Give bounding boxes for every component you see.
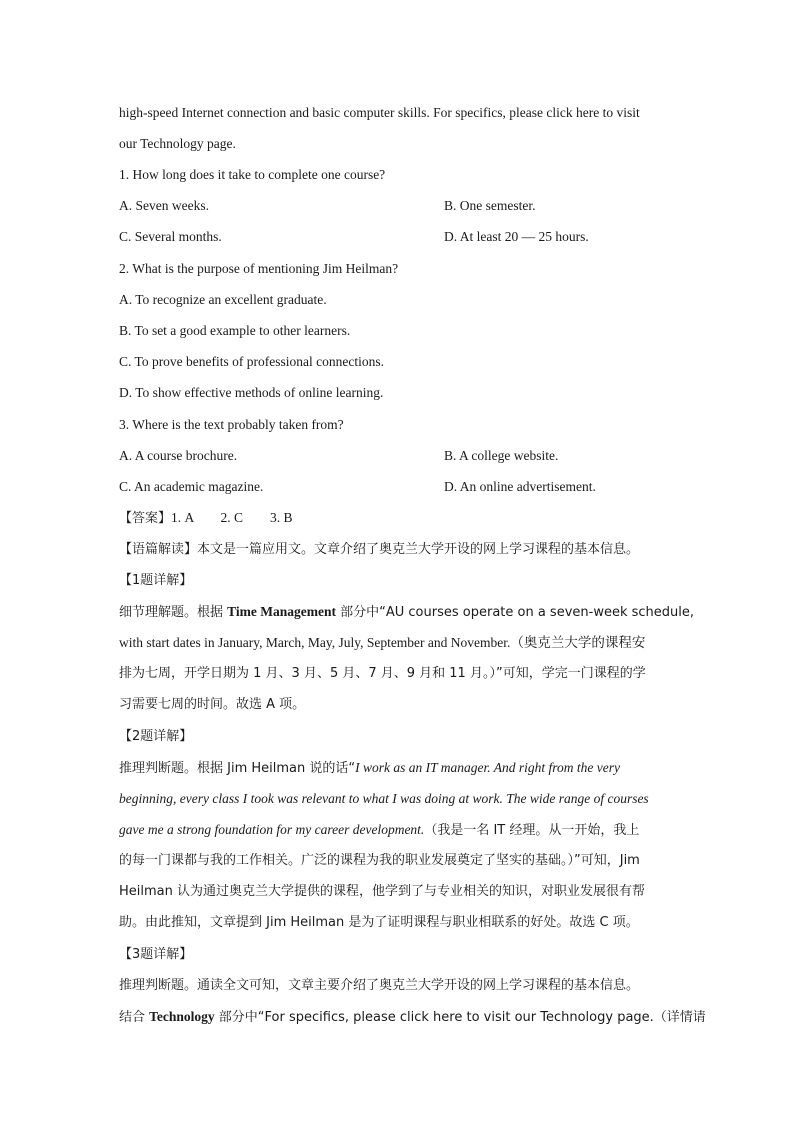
option-c: C. To prove benefits of professional connections. (119, 354, 384, 369)
option-d: D. At least 20 — 25 hours. (444, 229, 589, 244)
detail-text: 推理判断题。根据 Jim Heilman 说的话“ (119, 761, 356, 776)
question-stem: 2. What is the purpose of mentioning Jim Heilman? (119, 261, 399, 276)
answer-line (119, 509, 679, 528)
section-term: Technology (149, 1009, 215, 1024)
quote-text: I work as an IT manager. And right from the very (355, 760, 620, 775)
option-a: A. To recognize an excellent graduate. (119, 292, 327, 307)
detail-line (119, 603, 695, 622)
section-header: 【1题详解】 (119, 573, 193, 588)
detail-line: Heilman 认为通过奥克兰大学提供的课程，他学到了与专业相关的知识，对职业发展很有帮 (119, 884, 645, 899)
answer-values: 1. A 2. C 3. B (171, 510, 293, 525)
option-b: B. One semester. (444, 198, 536, 213)
option-b: B. To set a good example to other learners. (119, 323, 351, 338)
detail-text: （我是一名 IT 经理。从一开始，我上 (424, 823, 640, 838)
option-d: D. An online advertisement. (444, 479, 596, 494)
detail-line (119, 1008, 706, 1027)
detail-text: 部分中“AU courses operate on a seven-week schedule, (336, 605, 695, 620)
passage-line: our Technology page. (119, 136, 236, 151)
question-stem: 3. Where is the text probably taken from? (119, 417, 344, 432)
detail-text: 部分中“For specifics, please click here to visit our Technology page.（详情请 (214, 1010, 706, 1025)
option-c: C. An academic magazine. (119, 479, 264, 494)
detail-line: 习需要七周的时间。故选 A 项。 (119, 697, 306, 712)
summary-text: 本文是一篇应用文。文章介绍了奥克兰大学开设的网上学习课程的基本信息。 (197, 542, 640, 557)
option-c: C. Several months. (119, 229, 222, 244)
detail-line: with start dates in January, March, May, July, September and November.（奥克兰大学的课程安 (119, 635, 646, 650)
detail-line (119, 759, 679, 778)
quote-line: beginning, every class I took was relevant to what I was doing at work. The wide range of courses (119, 791, 649, 806)
detail-text: 细节理解题。根据 (119, 605, 228, 620)
option-a: A. A course brochure. (119, 448, 238, 463)
passage-line: high-speed Internet connection and basic computer skills. For specifics, please click here to visit (119, 105, 640, 120)
option-b: B. A college website. (444, 448, 559, 463)
summary-label: 【语篇解读】 (119, 542, 198, 557)
detail-text: 结合 (119, 1010, 150, 1025)
detail-line: 助。由此推知，文章提到 Jim Heilman 是为了证明课程与职业相联系的好处。故选 C 项。 (119, 915, 639, 930)
detail-line: 推理判断题。通读全文可知，文章主要介绍了奥克兰大学开设的网上学习课程的基本信息。 (119, 978, 640, 993)
question-stem: 1. How long does it take to complete one course? (119, 167, 386, 182)
detail-line: 排为七周，开学日期为 1 月、3 月、5 月、7 月、9 月和 11 月。）”可知，学完一门课程的学 (119, 666, 646, 681)
summary-line (119, 541, 679, 559)
answer-label: 【答案】 (119, 511, 172, 526)
option-d: D. To show effective methods of online learning. (119, 385, 384, 400)
section-header: 【3题详解】 (119, 947, 193, 962)
option-a: A. Seven weeks. (119, 198, 209, 213)
section-term: Time Management (227, 604, 336, 619)
section-header: 【2题详解】 (119, 729, 193, 744)
detail-line: 的每一门课都与我的工作相关。广泛的课程为我的职业发展奠定了坚实的基础。）”可知，Jim (119, 853, 640, 868)
quote-text: gave me a strong foundation for my career development. (119, 822, 425, 837)
detail-line (119, 821, 679, 840)
